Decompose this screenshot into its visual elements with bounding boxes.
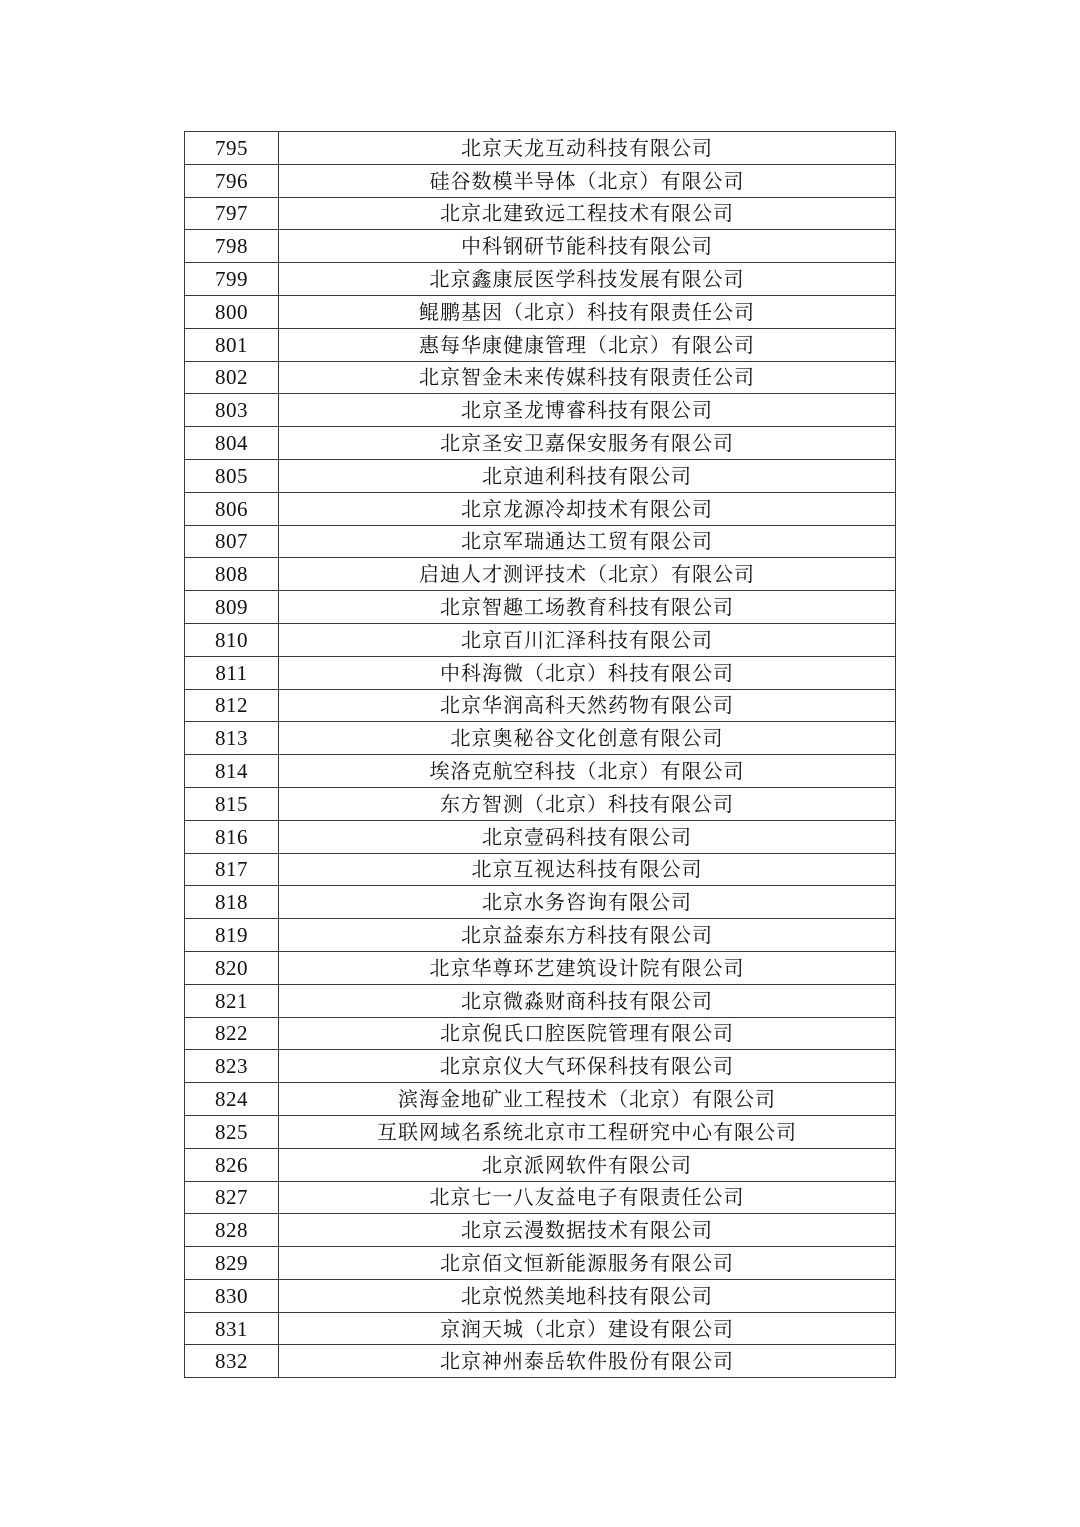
row-number-cell: 828: [185, 1214, 279, 1247]
company-name-cell: 北京军瑞通达工贸有限公司: [279, 525, 896, 558]
table-row: [185, 394, 896, 427]
company-name-cell: 北京派网软件有限公司: [279, 1148, 896, 1181]
company-name-cell: 中科海微（北京）科技有限公司: [279, 656, 896, 689]
table-row: [185, 295, 896, 328]
company-name-cell: 北京云漫数据技术有限公司: [279, 1214, 896, 1247]
company-name-cell: 北京微淼财商科技有限公司: [279, 984, 896, 1017]
row-number-cell: 809: [185, 591, 279, 624]
table-row: [185, 722, 896, 755]
table-row: [185, 919, 896, 952]
row-number-cell: 813: [185, 722, 279, 755]
company-name-cell: 北京智金未来传媒科技有限责任公司: [279, 361, 896, 394]
row-number-cell: 823: [185, 1050, 279, 1083]
company-name-cell: 北京京仪大气环保科技有限公司: [279, 1050, 896, 1083]
company-name-cell: 北京倪氏口腔医院管理有限公司: [279, 1017, 896, 1050]
table-row: [185, 689, 896, 722]
table-row: [185, 361, 896, 394]
row-number-cell: 818: [185, 886, 279, 919]
row-number-cell: 808: [185, 558, 279, 591]
company-name-cell: 北京悦然美地科技有限公司: [279, 1279, 896, 1312]
table-row: [185, 951, 896, 984]
table-body: [185, 132, 896, 1378]
row-number-cell: 822: [185, 1017, 279, 1050]
row-number-cell: 824: [185, 1083, 279, 1116]
table-row: [185, 427, 896, 460]
row-number-cell: 821: [185, 984, 279, 1017]
table-row: [185, 328, 896, 361]
table-row: [185, 1017, 896, 1050]
company-name-cell: 京润天城（北京）建设有限公司: [279, 1312, 896, 1345]
row-number-cell: 826: [185, 1148, 279, 1181]
company-name-cell: 北京水务咨询有限公司: [279, 886, 896, 919]
company-name-cell: 北京益泰东方科技有限公司: [279, 919, 896, 952]
company-name-cell: 北京奥秘谷文化创意有限公司: [279, 722, 896, 755]
table-row: [185, 459, 896, 492]
table-row: [185, 1279, 896, 1312]
row-number-cell: 829: [185, 1247, 279, 1280]
table-row: [185, 558, 896, 591]
row-number-cell: 799: [185, 263, 279, 296]
company-name-cell: 北京北建致远工程技术有限公司: [279, 197, 896, 230]
table-row: [185, 623, 896, 656]
table-row: [185, 1247, 896, 1280]
table-row: [185, 1115, 896, 1148]
company-name-cell: 北京智趣工场教育科技有限公司: [279, 591, 896, 624]
table-row: [185, 164, 896, 197]
table-row: [185, 1214, 896, 1247]
row-number-cell: 814: [185, 755, 279, 788]
table-row: [185, 230, 896, 263]
table-row: [185, 263, 896, 296]
company-name-cell: 埃洛克航空科技（北京）有限公司: [279, 755, 896, 788]
table-row: [185, 984, 896, 1017]
table-row: [185, 132, 896, 165]
row-number-cell: 812: [185, 689, 279, 722]
company-name-cell: 北京圣龙博睿科技有限公司: [279, 394, 896, 427]
row-number-cell: 802: [185, 361, 279, 394]
row-number-cell: 807: [185, 525, 279, 558]
row-number-cell: 831: [185, 1312, 279, 1345]
company-name-cell: 互联网域名系统北京市工程研究中心有限公司: [279, 1115, 896, 1148]
table-row: [185, 1312, 896, 1345]
company-name-cell: 北京龙源冷却技术有限公司: [279, 492, 896, 525]
row-number-cell: 810: [185, 623, 279, 656]
table-row: [185, 656, 896, 689]
row-number-cell: 832: [185, 1345, 279, 1378]
table-row: [185, 492, 896, 525]
company-list-table: [184, 131, 896, 1378]
company-name-cell: 鲲鹏基因（北京）科技有限责任公司: [279, 295, 896, 328]
company-name-cell: 启迪人才测评技术（北京）有限公司: [279, 558, 896, 591]
row-number-cell: 803: [185, 394, 279, 427]
company-name-cell: 惠每华康健康管理（北京）有限公司: [279, 328, 896, 361]
row-number-cell: 804: [185, 427, 279, 460]
row-number-cell: 797: [185, 197, 279, 230]
company-name-cell: 北京七一八友益电子有限责任公司: [279, 1181, 896, 1214]
row-number-cell: 820: [185, 951, 279, 984]
table-row: [185, 1050, 896, 1083]
row-number-cell: 817: [185, 853, 279, 886]
row-number-cell: 827: [185, 1181, 279, 1214]
table-row: [185, 820, 896, 853]
table-row: [185, 787, 896, 820]
row-number-cell: 811: [185, 656, 279, 689]
company-name-cell: 东方智测（北京）科技有限公司: [279, 787, 896, 820]
company-name-cell: 北京天龙互动科技有限公司: [279, 132, 896, 165]
row-number-cell: 800: [185, 295, 279, 328]
company-name-cell: 中科钢研节能科技有限公司: [279, 230, 896, 263]
table-row: [185, 886, 896, 919]
row-number-cell: 806: [185, 492, 279, 525]
company-name-cell: 滨海金地矿业工程技术（北京）有限公司: [279, 1083, 896, 1116]
company-name-cell: 北京互视达科技有限公司: [279, 853, 896, 886]
company-name-cell: 北京鑫康辰医学科技发展有限公司: [279, 263, 896, 296]
table-row: [185, 1083, 896, 1116]
company-name-cell: 北京迪利科技有限公司: [279, 459, 896, 492]
company-name-cell: 北京华润高科天然药物有限公司: [279, 689, 896, 722]
table-row: [185, 525, 896, 558]
row-number-cell: 825: [185, 1115, 279, 1148]
table-row: [185, 1345, 896, 1378]
row-number-cell: 798: [185, 230, 279, 263]
company-name-cell: 北京佰文恒新能源服务有限公司: [279, 1247, 896, 1280]
company-name-cell: 北京神州泰岳软件股份有限公司: [279, 1345, 896, 1378]
company-name-cell: 北京百川汇泽科技有限公司: [279, 623, 896, 656]
company-name-cell: 硅谷数模半导体（北京）有限公司: [279, 164, 896, 197]
row-number-cell: 805: [185, 459, 279, 492]
row-number-cell: 815: [185, 787, 279, 820]
table-row: [185, 591, 896, 624]
row-number-cell: 795: [185, 132, 279, 165]
company-name-cell: 北京华尊环艺建筑设计院有限公司: [279, 951, 896, 984]
table-row: [185, 197, 896, 230]
company-name-cell: 北京圣安卫嘉保安服务有限公司: [279, 427, 896, 460]
table-row: [185, 853, 896, 886]
table-row: [185, 1148, 896, 1181]
row-number-cell: 796: [185, 164, 279, 197]
row-number-cell: 816: [185, 820, 279, 853]
table-row: [185, 1181, 896, 1214]
row-number-cell: 801: [185, 328, 279, 361]
row-number-cell: 830: [185, 1279, 279, 1312]
row-number-cell: 819: [185, 919, 279, 952]
table-row: [185, 755, 896, 788]
company-name-cell: 北京壹码科技有限公司: [279, 820, 896, 853]
